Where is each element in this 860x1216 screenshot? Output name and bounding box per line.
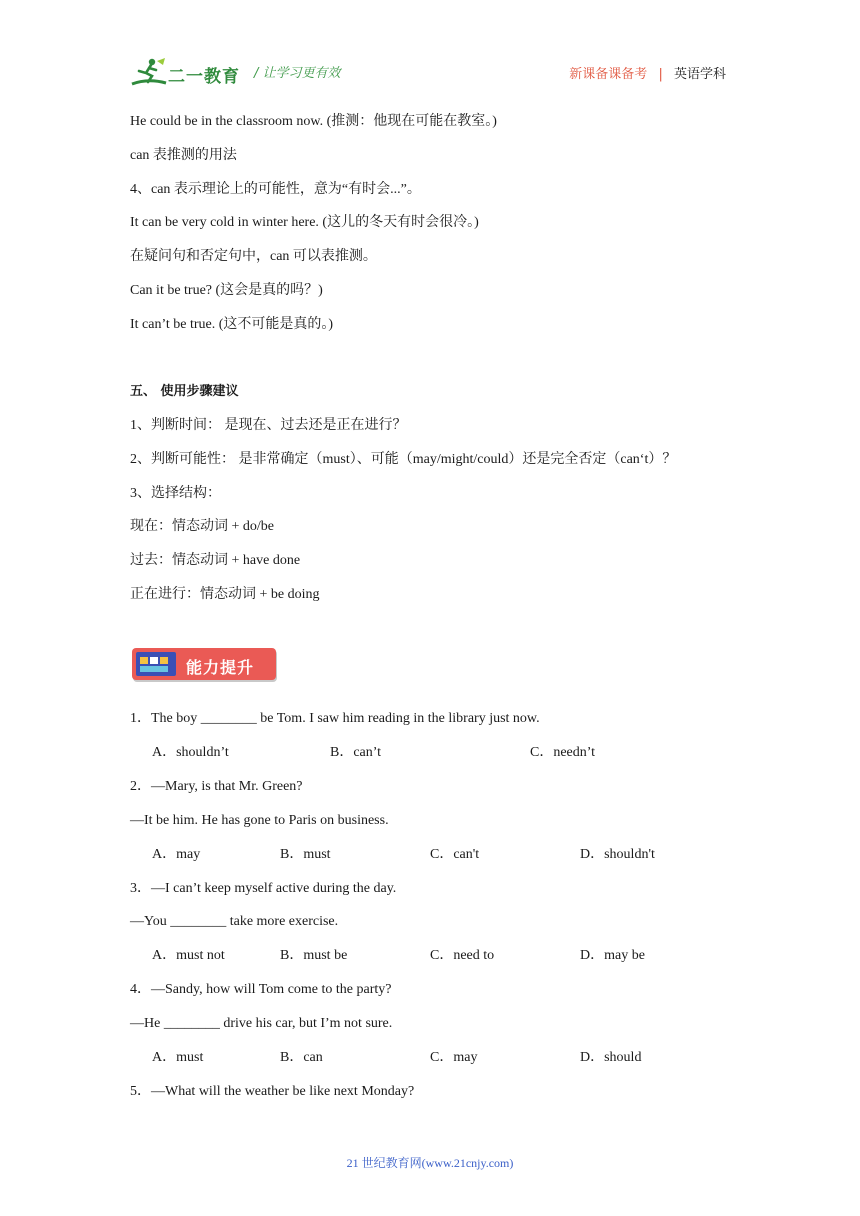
ability-banner	[132, 648, 278, 684]
runner-logo-icon	[130, 56, 170, 90]
header-slogan: / 让学习更有效	[254, 66, 341, 81]
banner-label: 能力提升	[186, 658, 255, 677]
option: B．must	[280, 847, 331, 862]
question-stem: —You ________ take more exercise.	[130, 914, 339, 929]
page-header	[130, 56, 726, 92]
question-stem: 4．—Sandy, how will Tom come to the party?	[130, 982, 392, 997]
header-subject: 英语学科	[673, 67, 726, 82]
option: A．may	[152, 847, 201, 862]
option: C．can't	[430, 847, 480, 862]
body-line: It can be very cold in winter here. (这儿的冬天有时会很冷。)	[130, 215, 479, 230]
option: D．should	[580, 1050, 642, 1065]
option: A．shouldn’t	[152, 745, 229, 760]
question-stem: 2．—Mary, is that Mr. Green?	[130, 779, 303, 794]
option: A．must	[152, 1050, 204, 1065]
question-stem: —It be him. He has gone to Paris on business.	[130, 813, 389, 828]
logo-text: 二一教育	[168, 67, 240, 87]
step-line: 2、判断可能性： 是非常确定（must）、可能（may/might/could）还是完全否定（can‘t）？	[130, 452, 677, 467]
step-line: 正在进行：情态动词 + be doing	[130, 587, 320, 602]
option: C．may	[430, 1050, 478, 1065]
step-line: 3、选择结构：	[130, 486, 221, 501]
header-label: 新课备课备考	[569, 67, 648, 82]
question-stem: 1．The boy ________ be Tom. I saw him reading in the library just now.	[130, 711, 540, 726]
option: C．needn’t	[530, 745, 596, 760]
body-line: 在疑问句和否定句中，can 可以表推测。	[130, 249, 377, 264]
step-line: 1、判断时间： 是现在、过去还是正在进行？	[130, 418, 407, 433]
body-line: Can it be true? (这会是真的吗？)	[130, 283, 323, 298]
option: B．can’t	[330, 745, 382, 760]
option: C．need to	[430, 948, 495, 963]
header-separator: |	[658, 67, 663, 82]
option: D．may be	[580, 948, 645, 963]
header-right	[569, 63, 726, 82]
body-line: He could be in the classroom now. (推测：他现在可能在教室。)	[130, 114, 497, 129]
body-line: 4、can 表示理论上的可能性，意为“有时会...”。	[130, 182, 421, 197]
page-footer: 21 世纪教育网(www.21cnjy.com)	[346, 1156, 514, 1170]
logo	[130, 56, 248, 90]
step-line: 过去：情态动词 + have done	[130, 553, 301, 568]
option: B．must be	[280, 948, 348, 963]
body-line: It can’t be true. (这不可能是真的。)	[130, 317, 334, 332]
question-stem: 3．—I can’t keep myself active during the day.	[130, 881, 397, 896]
option: A．must not	[152, 948, 225, 963]
question-stem: 5．—What will the weather be like next Monday?	[130, 1084, 415, 1099]
option: B．can	[280, 1050, 323, 1065]
section-title: 五、 使用步骤建议	[130, 384, 239, 399]
option: D．shouldn't	[580, 847, 655, 862]
step-line: 现在：情态动词 + do/be	[130, 519, 274, 534]
body-line: can 表推测的用法	[130, 148, 237, 163]
question-stem: —He ________ drive his car, but I’m not sure.	[130, 1016, 393, 1031]
